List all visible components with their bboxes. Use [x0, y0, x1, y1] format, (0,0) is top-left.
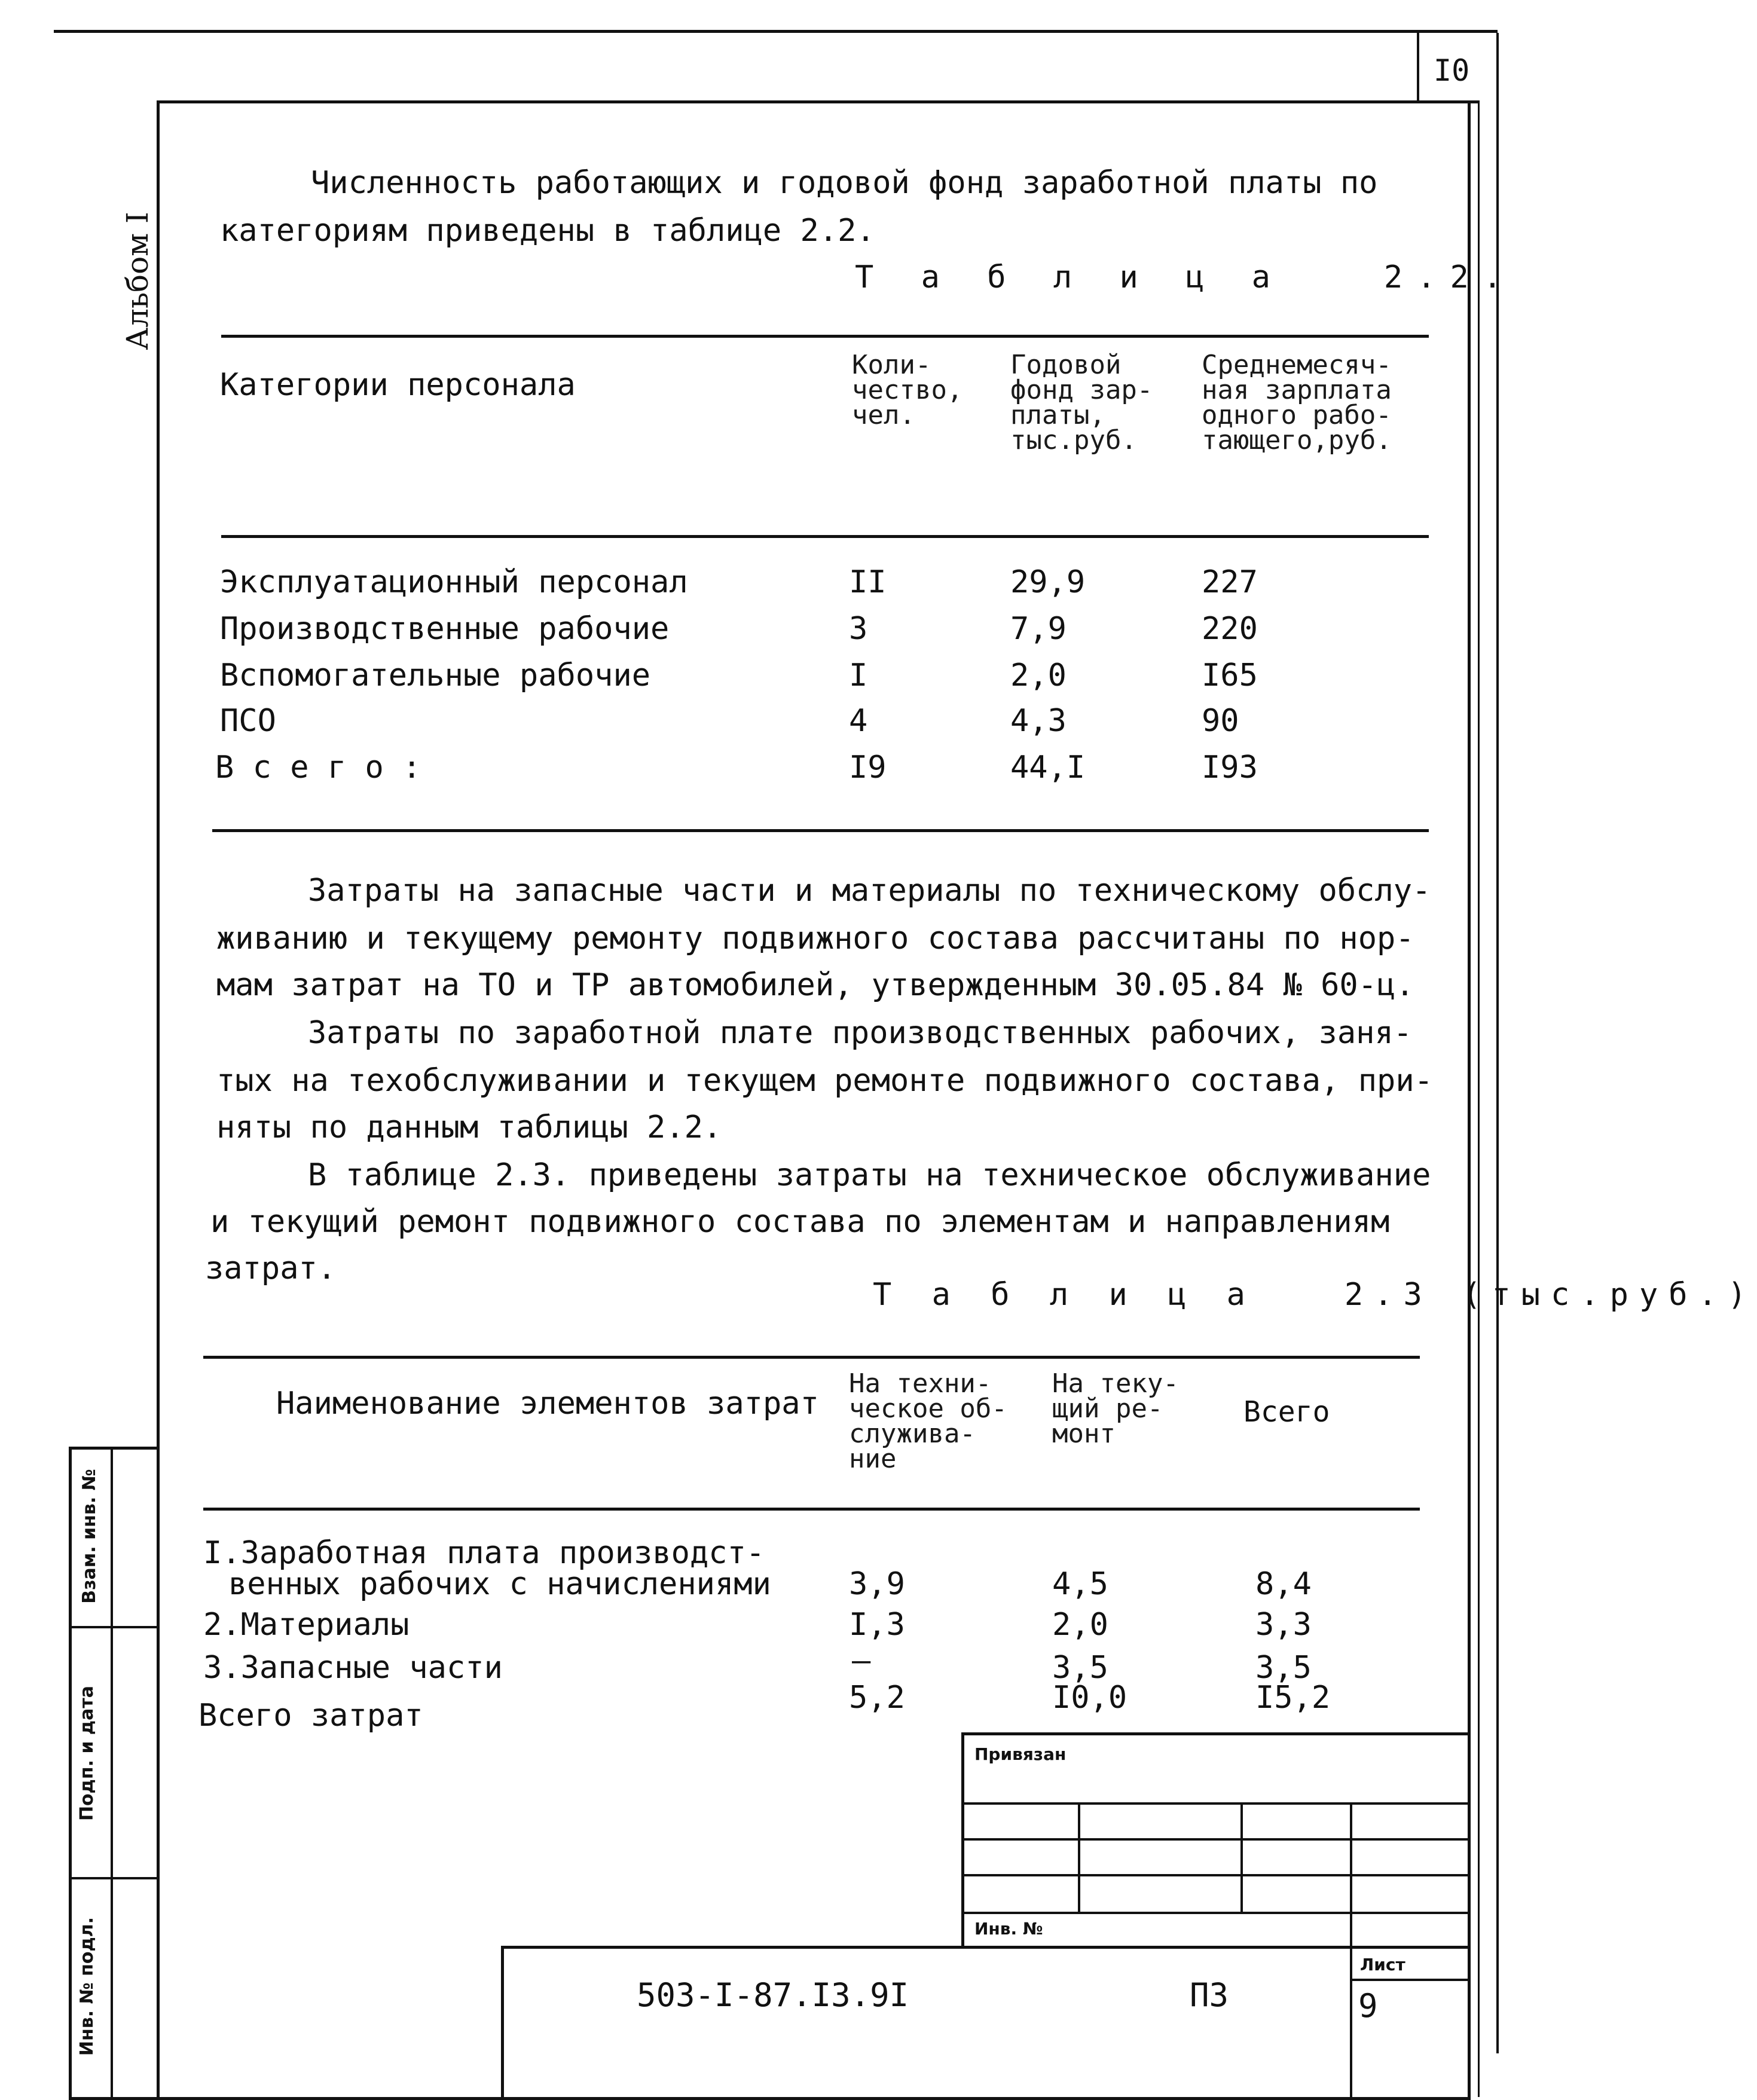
- table22-total-avg: I93: [1202, 750, 1258, 785]
- table23-row3-name: 3.Запасные части: [203, 1650, 503, 1686]
- table23-header-rule: [203, 1508, 1420, 1511]
- side-stamp-top: [69, 1447, 160, 1450]
- side-stamp-vzam: Взам. инв. №: [79, 1469, 100, 1604]
- table22-row2-fund: 7,9: [1010, 611, 1067, 647]
- stamp-doc-type: ПЗ: [1190, 1976, 1229, 2014]
- table23-row1-to: 3,9: [849, 1566, 905, 1602]
- table23-row1-total: 8,4: [1255, 1566, 1312, 1602]
- side-stamp-right: [157, 1447, 160, 2098]
- table22-header-fund: Годовой фонд зар- платы, тыс.руб.: [1010, 350, 1153, 456]
- stamp-row3: [962, 1874, 1471, 1876]
- paragraph3-line3: няты по данным таблицы 2.2.: [216, 1109, 722, 1145]
- paragraph4-line1: В таблице 2.3. приведены затраты на техническое обслуживание: [308, 1157, 1431, 1193]
- table22-row3-count: I: [849, 658, 868, 693]
- table23-top-rule: [203, 1356, 1420, 1359]
- stamp-main-top: [502, 1946, 1471, 1949]
- stamp-col1: [1078, 1802, 1080, 1913]
- side-stamp-left: [69, 1447, 72, 2098]
- table22-row2-avg: 220: [1202, 611, 1258, 647]
- table22-row3-name: Вспомогательные рабочие: [220, 658, 651, 693]
- table22-row1-count: II: [849, 564, 887, 600]
- table22-caption: Т а б л и ц а 2.2.: [855, 259, 1517, 295]
- table22-total-count: I9: [849, 750, 887, 785]
- table23-row3-tr: 3,5: [1052, 1650, 1108, 1686]
- table23-row1-name2: венных рабочих с начислениями: [228, 1566, 771, 1602]
- table22-row2-count: 3: [849, 611, 868, 647]
- table22-top-rule: [221, 335, 1429, 338]
- page-number: I0: [1434, 53, 1470, 88]
- side-stamp-sep2: [69, 1877, 160, 1879]
- stamp-inv-label: Инв. №: [974, 1919, 1043, 1939]
- table22-header-category: Категории персонала: [220, 367, 576, 403]
- table23-row2-tr: 2,0: [1052, 1607, 1108, 1643]
- stamp-main-left: [501, 1946, 504, 2098]
- paragraph1-line2: категориям приведены в таблице 2.2.: [220, 213, 875, 249]
- page-number-box-left: [1417, 33, 1419, 102]
- table22-bottom-rule: [212, 829, 1429, 832]
- paragraph2-line1: Затраты на запасные части и материалы по техническому обслу-: [308, 873, 1431, 909]
- table23-row3-to: –: [852, 1643, 871, 1679]
- table23-row2-name: 2.Материалы: [203, 1607, 410, 1643]
- table22-row4-fund: 4,3: [1010, 703, 1067, 739]
- table22-header-rule: [221, 535, 1429, 538]
- table23-header-name: Наименование элементов затрат: [276, 1386, 819, 1422]
- stamp-attached-label: Привязан: [974, 1744, 1067, 1764]
- side-stamp-divider: [111, 1447, 113, 2098]
- table23-header-tr: На теку- щий ре- монт: [1052, 1368, 1179, 1449]
- table22-total-name: В с е г о :: [215, 750, 421, 785]
- frame-left-line: [157, 100, 160, 1463]
- table22-row4-name: ПСО: [220, 703, 276, 739]
- page-number-box-right: [1496, 33, 1499, 2053]
- table22-row2-name: Производственные рабочие: [220, 611, 670, 647]
- table22-row3-avg: I65: [1202, 658, 1258, 693]
- table23-row2-to: I,3: [849, 1607, 905, 1643]
- stamp-col2: [1240, 1802, 1243, 1913]
- table22-row3-fund: 2,0: [1010, 658, 1067, 693]
- paragraph1-line1: Численность работающих и годовой фонд заработной платы по: [311, 165, 1378, 201]
- paragraph2-line3: мам затрат на ТО и ТР автомобилей, утвержденным 30.05.84 № 60-ц.: [216, 967, 1414, 1003]
- table23-caption: Т а б л и ц а 2.3 (тыс.руб.): [873, 1277, 1757, 1313]
- side-stamp-sep1: [69, 1626, 160, 1628]
- table23-row2-total: 3,3: [1255, 1607, 1312, 1643]
- table22-total-fund: 44,I: [1010, 750, 1086, 785]
- stamp-row1: [962, 1802, 1471, 1805]
- frame-right-outer-line: [1478, 100, 1480, 2097]
- table22-row4-avg: 90: [1202, 703, 1239, 739]
- table23-row3-total: 3,5: [1255, 1650, 1312, 1686]
- table22-row1-name: Эксплуатационный персонал: [220, 564, 688, 600]
- side-stamp-inv: Инв. № подл.: [77, 1916, 97, 2056]
- stamp-row4: [962, 1912, 1471, 1914]
- stamp-sheet-number: 9: [1358, 1987, 1378, 2025]
- table23-total-total: I5,2: [1255, 1680, 1331, 1716]
- table22-row1-fund: 29,9: [1010, 564, 1086, 600]
- stamp-sheet-sep: [1350, 1979, 1471, 1981]
- top-border-line: [54, 30, 1498, 33]
- album-label: Альбом I: [120, 212, 155, 350]
- side-stamp-podp: Подп. и дата: [77, 1685, 97, 1821]
- table23-row1-tr: 4,5: [1052, 1566, 1108, 1602]
- stamp-top: [962, 1732, 1471, 1735]
- stamp-row2: [962, 1838, 1471, 1841]
- table23-total-tr: I0,0: [1052, 1680, 1127, 1716]
- stamp-doc-code: 503-I-87.I3.9I: [637, 1976, 909, 2014]
- frame-top-line: [158, 100, 1480, 103]
- table23-total-to: 5,2: [849, 1680, 905, 1716]
- table22-header-avg: Среднемесяч- ная зарплата одного рабо- тающего,руб.: [1202, 350, 1392, 456]
- table23-row1-name: I.Заработная плата производст-: [203, 1535, 765, 1571]
- frame-right-line: [1468, 100, 1471, 2097]
- paragraph4-line3: затрат.: [205, 1251, 337, 1286]
- paragraph3-line2: тых на техобслуживании и текущем ремонте подвижного состава, при-: [216, 1063, 1433, 1099]
- table22-header-count: Коли- чество, чел.: [852, 350, 963, 430]
- paragraph4-line2: и текущий ремонт подвижного состава по элементам и направлениям: [210, 1204, 1390, 1240]
- table22-row1-avg: 227: [1202, 564, 1258, 600]
- paragraph3-line1: Затраты по заработной плате производственных рабочих, заня-: [308, 1015, 1413, 1051]
- table23-header-total: Всего: [1243, 1395, 1330, 1429]
- frame-bottom-line: [69, 2097, 1471, 2100]
- table22-row4-count: 4: [849, 703, 868, 739]
- paragraph2-line2: живанию и текущему ремонту подвижного состава рассчитаны по нор-: [216, 921, 1414, 956]
- stamp-col3: [1350, 1802, 1352, 2098]
- table23-total-name: Всего затрат: [198, 1698, 423, 1734]
- stamp-sheet-label: Лист: [1360, 1955, 1405, 1974]
- table23-header-to: На техни- ческое об- служива- ние: [849, 1368, 1007, 1474]
